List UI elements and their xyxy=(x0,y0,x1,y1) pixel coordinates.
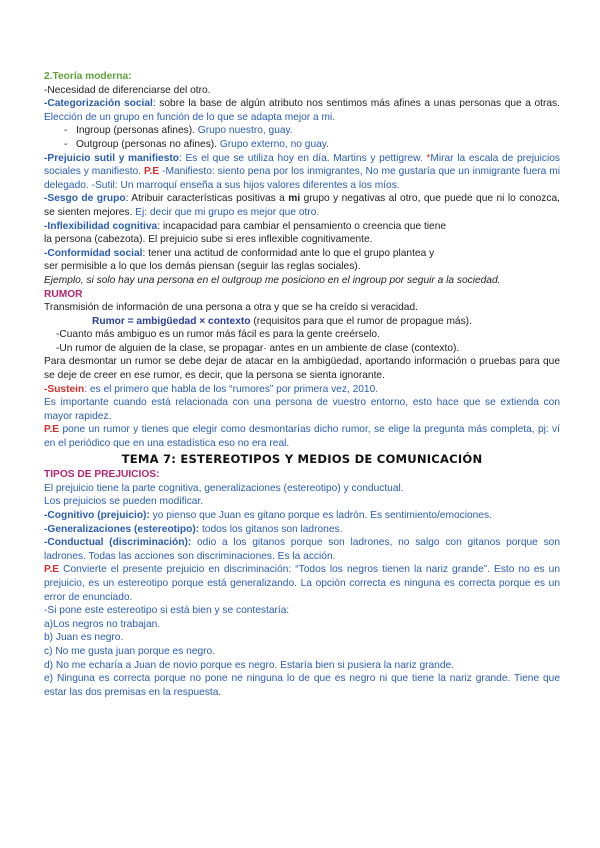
text: : Atribuir características positivas a xyxy=(125,193,289,205)
section-title-rumor: RUMOR xyxy=(44,288,83,300)
text-line: la persona (cabezota). El prejuicio sube si eres inflexible cognitivamente. xyxy=(44,234,373,246)
term-cognitivo: -Cognitivo (prejuicio): xyxy=(44,510,150,521)
term-prejuicio-sutil: -Prejuicio sutil y manifiesto xyxy=(44,152,179,164)
text: (requisitos para que el rumor de propague más). xyxy=(250,315,472,327)
text-line: ser permisible a lo que los demás piensan (seguir las reglas sociales). xyxy=(44,261,361,273)
text-line: El prejuicio tiene la parte cognitiva, generalizaciones (estereotipo) y conductual. xyxy=(44,482,404,494)
paragraph-importante: Es importante cuando está relacionada con una persona de vuestro entorno, esto hace que se extienda con mayor rapidez. xyxy=(44,397,560,422)
pe-marker: P.E xyxy=(44,424,60,436)
term-conductual: -Conductual (discriminación): xyxy=(44,537,192,549)
text-blue: pone un rumor y tienes que elegir como desmontarías dicho rumor, se elige la pregunta más completa, pj: ví en el periódico que en una estadística eso no era real. xyxy=(44,424,560,450)
text: : tener una actitud de conformidad ante lo que el grupo plantea y xyxy=(142,247,435,259)
term-generalizaciones: -Generalizaciones (estereotipo): xyxy=(44,523,200,535)
asterisk-mark: * xyxy=(426,152,431,164)
text-blue: todos los gitanos son ladrones. xyxy=(199,523,343,535)
paragraph-conformidad xyxy=(44,247,560,261)
option-c: c) No me gusta juan porque es negro. xyxy=(44,645,216,657)
text: Ingroup (personas afines). xyxy=(76,125,198,137)
text-line: -Un rumor de alguien de la clase, se propagar· antes en un ambiente de clase (contexto). xyxy=(56,342,460,354)
text-bold: mi xyxy=(288,193,301,205)
option-e: e) Ninguna es correcta porque no pone ne ninguna lo de que es negro ni que tiene la nariz grande. Tiene que estar las dos premisas en la respuesta. xyxy=(44,673,560,698)
paragraph-prejuicio-sutil xyxy=(44,152,560,193)
text-blue: Convierte el presente prejuicio en discriminación: “Todos los negros tienen la nariz grande”. Esto no es un prejuicio, es un estereotipo porque está generalizando. La opción correcta es ninguna es correcta porque es un error de enunciado. xyxy=(44,564,560,603)
section-title-teoria-moderna: 2.Teoría moderna: xyxy=(44,71,132,82)
note-blue: Grupo nuestro, guay. xyxy=(197,125,293,137)
term-sustein: -Sustein xyxy=(44,383,85,395)
tema7-title: TEMA 7: ESTEREOTIPOS Y MEDIOS DE COMUNICACIÓN xyxy=(121,451,483,466)
term-conformidad: -Conformidad social xyxy=(44,247,143,259)
note-blue: Grupo externo, no guay. xyxy=(219,138,329,150)
option-b: b) Juan es negro. xyxy=(44,632,124,644)
option-d: d) No me echaría a Juan de novio porque es negro. Estaría bien si pusiera la nariz grande. xyxy=(44,659,455,671)
paragraph-pe-tema7 xyxy=(44,563,560,604)
text-line: -Cuanto más ambiguo es un rumor más fácil es para la gente creérselo. xyxy=(56,329,380,341)
example-italic: Ejemplo, si solo hay una persona en el outgroup me posiciono en el ingroup por seguir a la sociedad. xyxy=(44,274,501,286)
paragraph-conductual xyxy=(44,536,560,563)
text: : sobre la base de algún atributo nos sentimos más afines a unas personas que a otras. xyxy=(152,98,560,110)
text: grupo y negativas al otro, que puede que ni lo conozca, se sienten mejores. xyxy=(44,193,560,218)
paragraph-pe-rumor xyxy=(44,423,560,450)
text-blue: Mirar la escala de prejuicios sociales y manifiesto. xyxy=(44,152,560,178)
section-title-tipos: TIPOS DE PREJUICIOS: xyxy=(44,469,160,481)
text: Outgroup (personas no afines). xyxy=(76,138,220,150)
paragraph-sustein xyxy=(44,383,560,397)
pe-marker: P.E xyxy=(44,564,60,576)
text-blue: : es el primero que habla de los “rumores” por primera vez, 2010. xyxy=(84,383,379,395)
rumor-formula-line xyxy=(44,315,560,329)
text: : incapacidad para cambiar el pensamiento o creencia que tiene xyxy=(157,220,447,232)
paragraph-desmontar: Para desmontar un rumor se debe dejar de atacar en la ambigüedad, aportando información o pruebas para que se deje de creer en ese rumor, es decir, que la persona se sienta ignorante. xyxy=(44,356,560,382)
list-item-ingroup xyxy=(44,124,560,138)
list-item-outgroup xyxy=(44,138,560,152)
text-blue: yo pienso que Juan es gitano porque es ladrón. Es sentimiento/emociones. xyxy=(149,510,492,521)
term-sesgo-grupo: -Sesgo de grupo xyxy=(44,193,126,205)
text-line: Transmisión de información de una persona a otra y que se ha creído si veracidad. xyxy=(44,302,418,314)
note-blue: Ej: decir que mi grupo es mejor que otro. xyxy=(135,206,320,218)
pe-marker: P.E xyxy=(144,166,160,178)
paragraph-categorizacion xyxy=(44,97,560,124)
paragraph-generalizaciones xyxy=(44,523,560,537)
text-blue: odio a los gitanos porque son ladrones, no salgo con gitanos porque son ladrones. Todas las acciones son discriminaciones. Es la acción. xyxy=(44,537,560,562)
text-line: -Necesidad de diferenciarse del otro. xyxy=(44,84,211,96)
rumor-formula: Rumor = ambigüedad × contexto xyxy=(92,315,251,327)
paragraph-cognitivo xyxy=(44,509,560,523)
text-blue: -Manifiesto: siento pena por los inmigrantes, No me gustaría que un inmigrante fuera mi delegado. -Sutil: Un marroquí enseña a sus hijos valores diferentes a los míos. xyxy=(44,166,560,191)
text-line: -Si pone este estereotipo si está bien y se contestaría: xyxy=(44,605,290,617)
option-a: a)Los negros no trabajan. xyxy=(44,618,161,630)
note-blue: Elección de un grupo en función de lo que se adapta mejor a mi. xyxy=(44,111,336,123)
text-line: Los prejuicios se pueden modificar. xyxy=(44,496,204,508)
term-categorizacion: -Categorización social xyxy=(44,98,153,110)
paragraph-sesgo-grupo xyxy=(44,192,560,219)
text-blue: : Es el que se utiliza hoy en día. Martins y pettigrew. xyxy=(179,152,427,164)
paragraph-inflexibilidad xyxy=(44,220,560,234)
term-inflexibilidad: -Inflexibilidad cognitiva xyxy=(44,220,158,232)
